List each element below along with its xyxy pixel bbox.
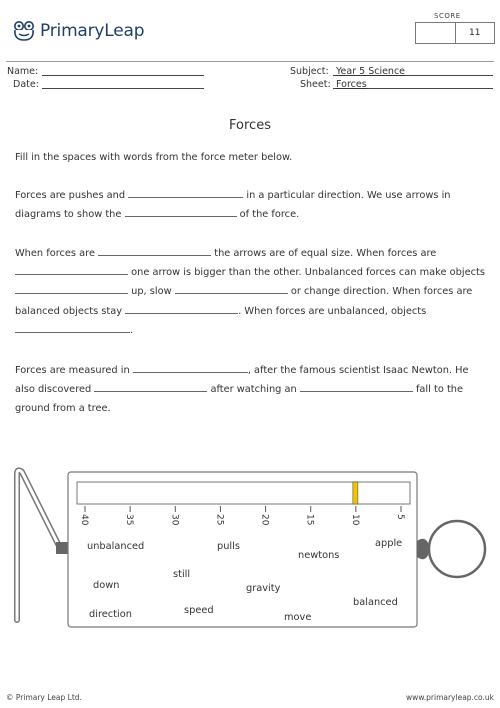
paragraph-1 — [15, 186, 485, 224]
p3-text-3: after watching an — [210, 384, 297, 396]
p1-text-2: in a particular direction. We use arrows in diagrams to show the — [15, 190, 451, 221]
p3-text-2: , after the famous scientist Isaac Newton. He also discovered — [15, 365, 469, 396]
blank-8[interactable] — [15, 321, 130, 333]
score-blank-cell[interactable] — [416, 23, 455, 43]
subject-value: Year 5 Science — [336, 66, 406, 77]
word-bank-item: down — [93, 580, 120, 591]
header-divider — [6, 61, 494, 62]
tick-label: 15 — [304, 514, 315, 526]
sheet-value: Forces — [336, 79, 367, 90]
p2-text-5: or change direction. When forces are balanced objects stay — [15, 286, 473, 317]
name-label: Name: — [7, 66, 39, 77]
tick-label: 30 — [169, 514, 180, 526]
tick-label: 35 — [124, 514, 135, 526]
date-field[interactable] — [42, 78, 204, 89]
blank-9[interactable] — [133, 361, 248, 373]
blank-11[interactable] — [300, 380, 413, 392]
sheet-label: Sheet: — [300, 79, 331, 90]
word-bank-item: pulls — [217, 541, 240, 552]
paragraph-2 — [15, 244, 485, 340]
page-title: Forces — [229, 118, 271, 133]
tick-label: 5 — [395, 514, 405, 520]
tick-label: 10 — [349, 514, 360, 526]
paragraph-3 — [15, 361, 485, 419]
footer-copyright: © Primary Leap Ltd. — [6, 693, 82, 702]
date-label: Date: — [13, 79, 39, 90]
score-value: 11 — [455, 23, 495, 43]
p2-text-7: . — [130, 324, 134, 336]
subject-label: Subject: — [290, 66, 329, 77]
word-bank-item: newtons — [298, 550, 340, 561]
score-label: SCORE — [434, 12, 461, 20]
tick-label: 40 — [79, 514, 89, 526]
score-box — [415, 22, 495, 44]
word-bank-item: balanced — [353, 597, 398, 608]
p3-text-1: Forces are measured in — [15, 365, 130, 376]
logo — [12, 20, 144, 42]
meter-indicator — [353, 482, 358, 504]
blank-2[interactable] — [125, 205, 237, 217]
word-bank-item: apple — [375, 538, 403, 549]
word-bank-item: direction — [89, 609, 132, 620]
p3-text-4: fall to the ground from a tree. — [15, 384, 464, 415]
p2-text-6: . When forces are unbalanced, objects — [238, 305, 427, 317]
blank-5[interactable] — [15, 282, 128, 294]
instruction: Fill in the spaces with words from the force meter below. — [15, 152, 293, 163]
name-field[interactable] — [42, 65, 204, 76]
p2-text-1: When forces are — [15, 248, 95, 259]
blank-7[interactable] — [125, 302, 238, 314]
hook-connector — [56, 542, 68, 554]
word-bank-item: gravity — [246, 583, 281, 594]
p2-text-4: up, slow — [131, 286, 172, 298]
frog-icon — [12, 20, 36, 42]
word-bank-item: speed — [184, 605, 214, 616]
p1-text-3: of the force. — [239, 209, 300, 221]
p2-text-3: one arrow is bigger than the other. Unbalanced forces can make objects — [131, 267, 485, 279]
force-meter — [0, 460, 500, 640]
word-bank-item: unbalanced — [87, 541, 145, 552]
logo-text: PrimaryLeap — [40, 21, 145, 41]
blank-6[interactable] — [175, 282, 288, 294]
meter-ring — [429, 521, 485, 577]
word-bank-item: move — [284, 612, 312, 623]
blank-4[interactable] — [15, 263, 128, 275]
meter-scale — [77, 482, 410, 504]
tick-label: 25 — [214, 514, 225, 526]
footer-website: www.primaryleap.co.uk — [406, 693, 494, 702]
word-bank-item: still — [173, 569, 191, 580]
blank-10[interactable] — [94, 380, 207, 392]
blank-3[interactable] — [98, 244, 211, 256]
p1-text-1: Forces are pushes and — [15, 190, 126, 201]
meter-hook — [17, 470, 58, 620]
p2-text-2: the arrows are of equal size. When forces are — [214, 248, 437, 259]
blank-1[interactable] — [128, 186, 243, 198]
tick-label: 20 — [259, 514, 270, 526]
